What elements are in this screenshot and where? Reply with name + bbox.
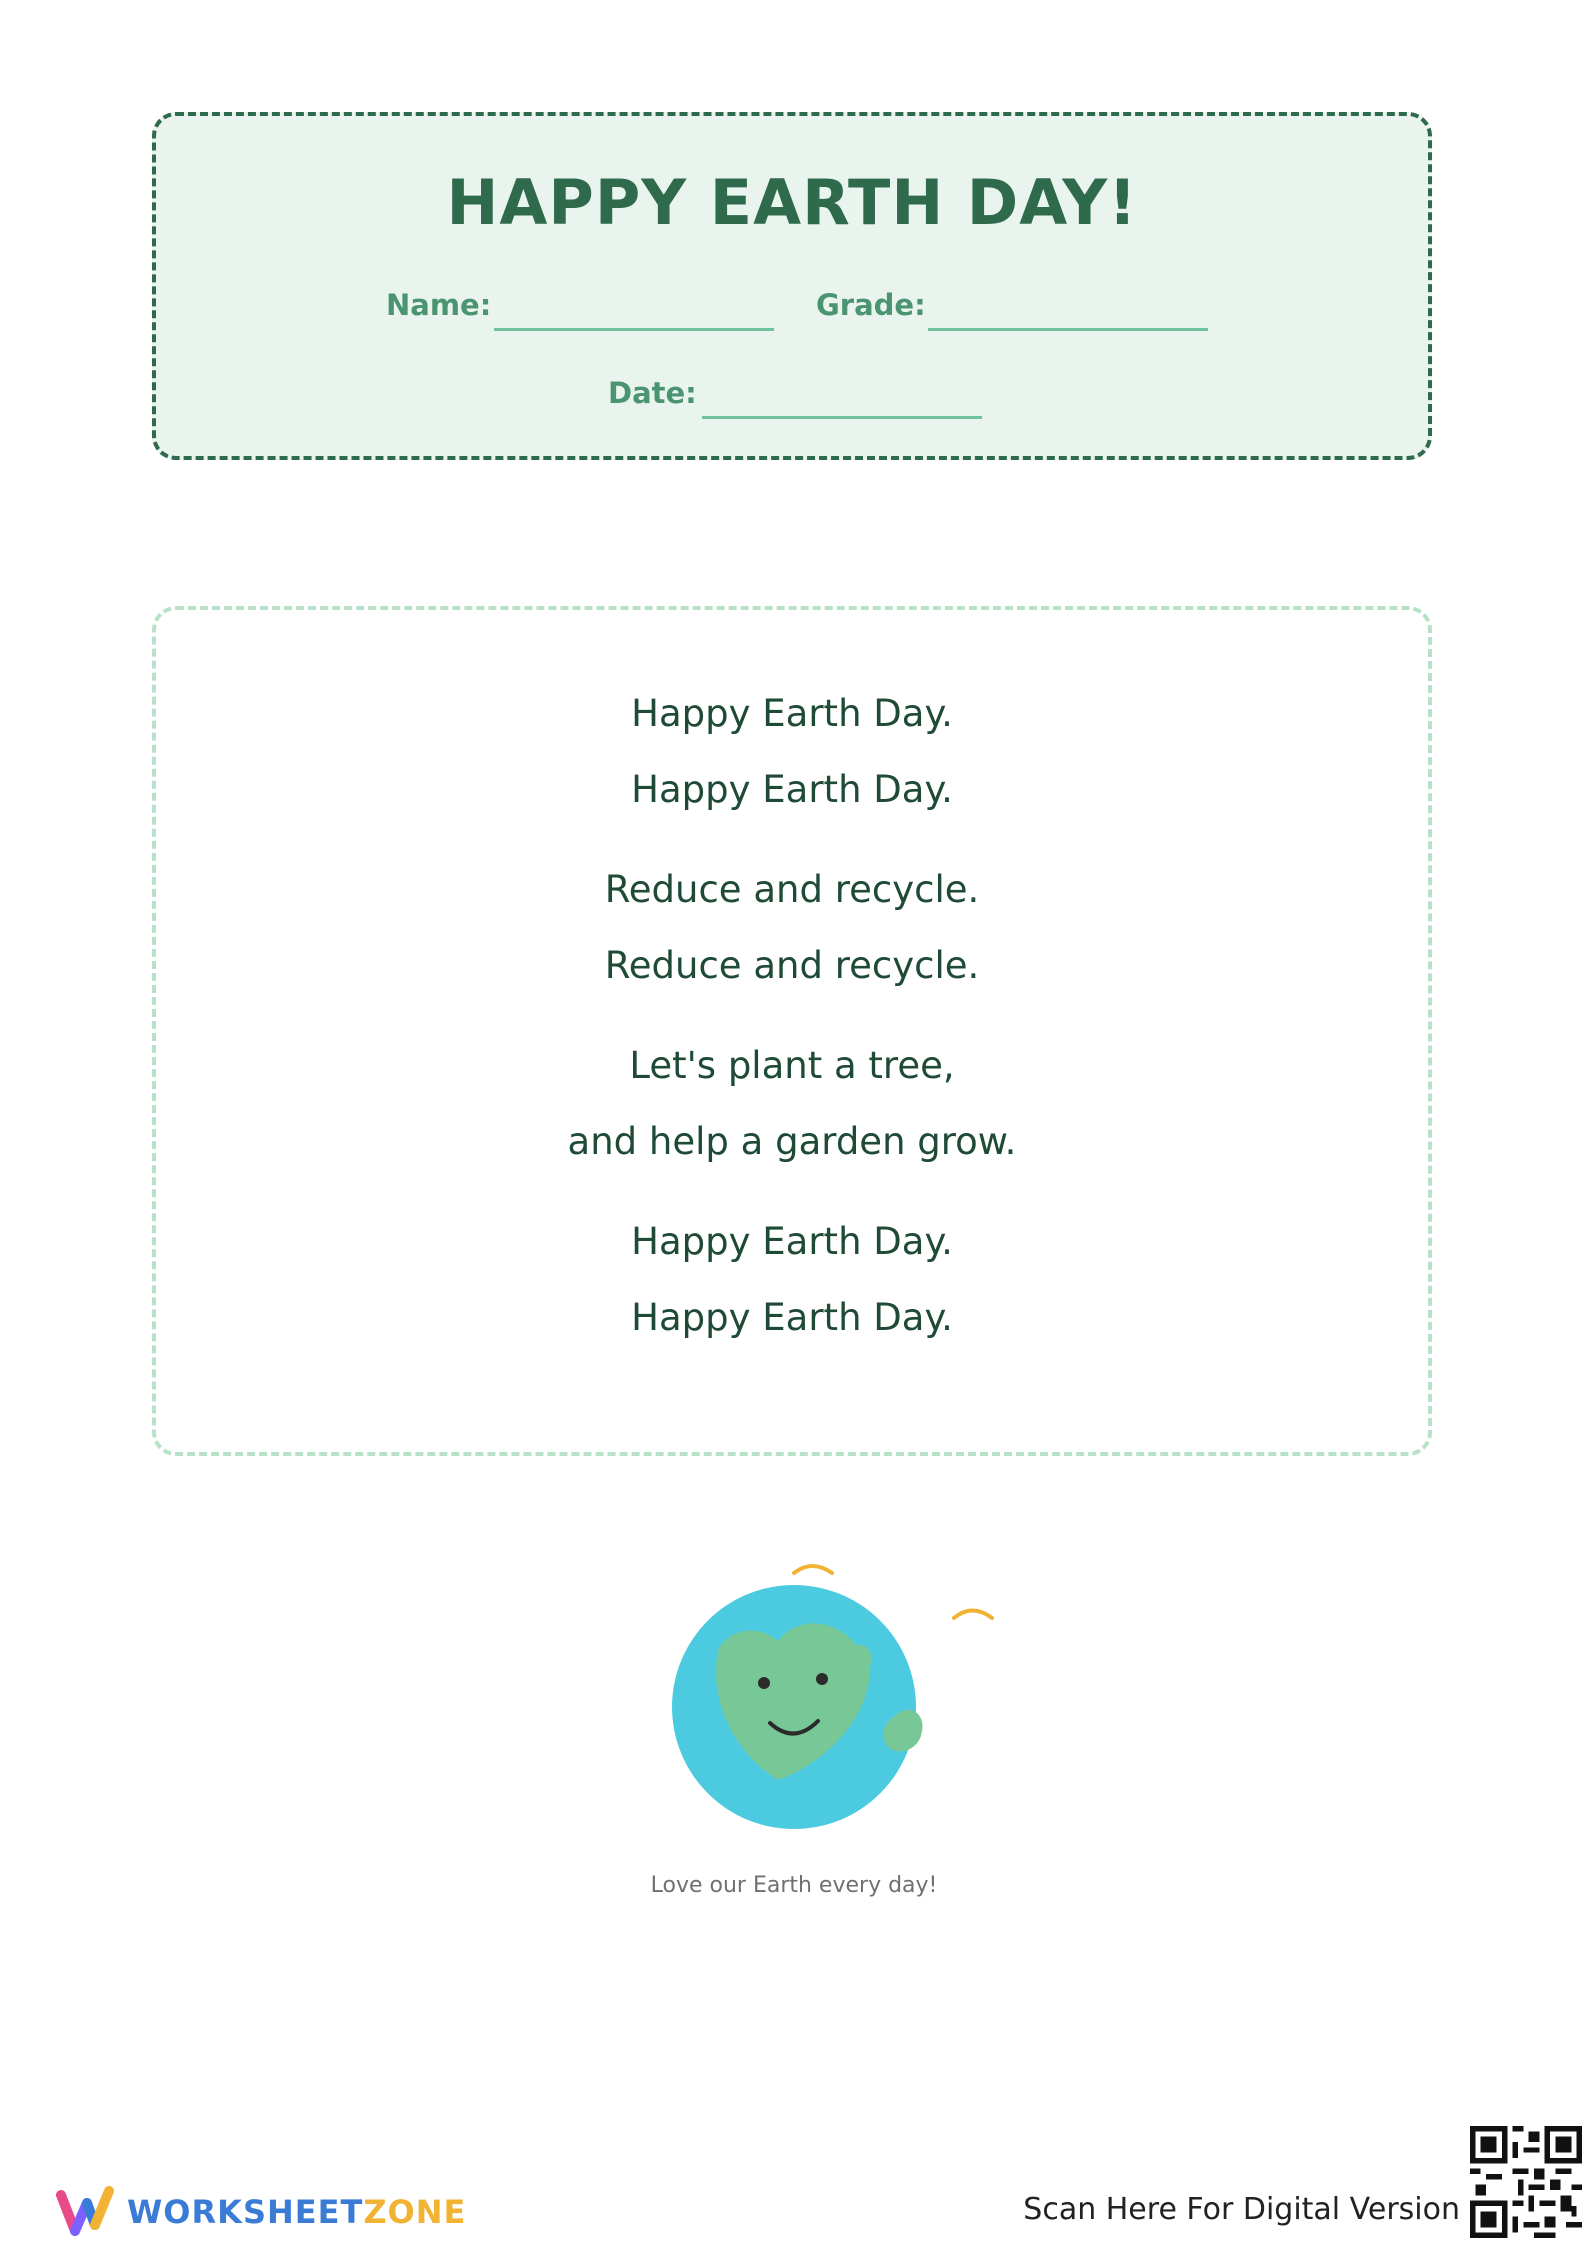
date-field[interactable] xyxy=(702,416,982,419)
date-label: Date: xyxy=(608,376,697,410)
name-label: Name: xyxy=(386,288,492,322)
grade-field[interactable] xyxy=(928,328,1208,331)
poem-line: and help a garden grow. xyxy=(567,1120,1017,1163)
right-eye xyxy=(816,1673,828,1685)
brand-name-part1: WORKSHEET xyxy=(127,2193,364,2231)
poem-line: Happy Earth Day. xyxy=(631,1220,953,1263)
worksheetzone-logo-icon xyxy=(55,2185,115,2239)
poem-box xyxy=(152,606,1432,1456)
poem-line: Happy Earth Day. xyxy=(631,1296,953,1339)
worksheet-title: HAPPY EARTH DAY! xyxy=(446,166,1138,239)
name-field[interactable] xyxy=(494,328,774,331)
header-box xyxy=(152,112,1432,460)
smiling-earth-icon xyxy=(660,1555,1020,1855)
sparkle-icon xyxy=(954,1611,992,1619)
poem-line: Happy Earth Day. xyxy=(631,692,953,735)
qr-code-icon[interactable] xyxy=(1470,2126,1582,2238)
sparkle-icon xyxy=(794,1566,832,1573)
left-eye xyxy=(758,1677,770,1689)
grade-label: Grade: xyxy=(816,288,926,322)
brand-name-part2: ZONE xyxy=(363,2193,467,2231)
poem-line: Reduce and recycle. xyxy=(604,868,980,911)
scan-here-text: Scan Here For Digital Version xyxy=(1023,2192,1460,2227)
poem-line: Happy Earth Day. xyxy=(631,768,953,811)
brand-logo xyxy=(55,2182,466,2242)
poem-line: Reduce and recycle. xyxy=(604,944,980,987)
earth-caption: Love our Earth every day! xyxy=(650,1873,938,1898)
poem-line: Let's plant a tree, xyxy=(629,1044,955,1087)
